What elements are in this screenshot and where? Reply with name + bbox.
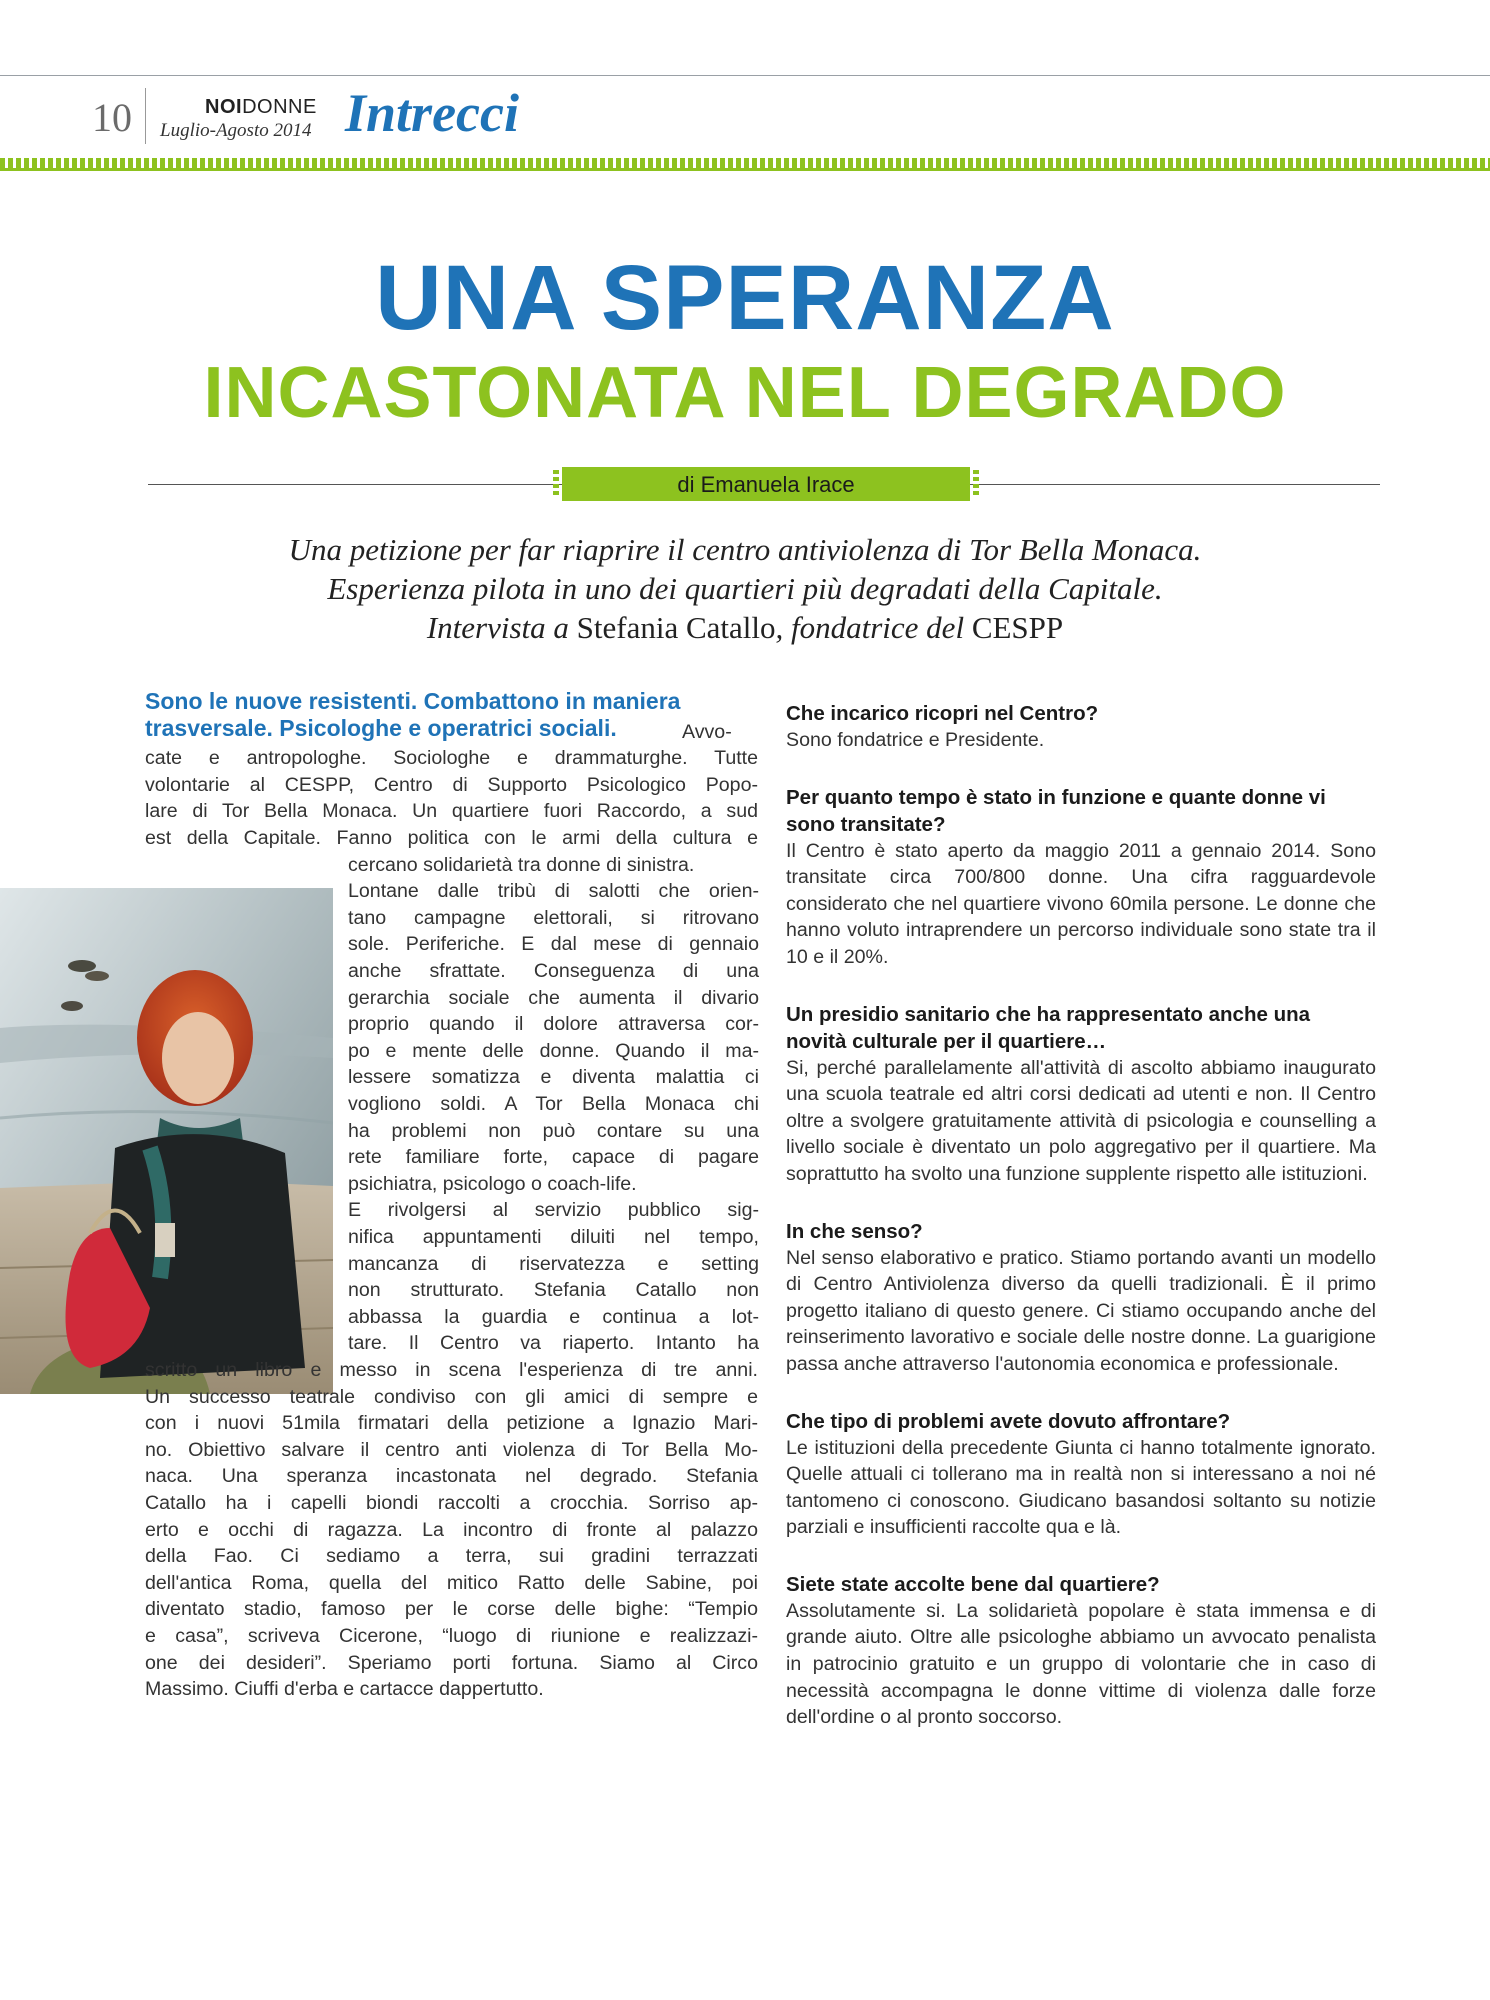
text-line: scritto un libro e messo in scena l'esperienza di tre anni. [145, 1359, 758, 1381]
text-line: Lontane dalle tribù di salotti che orien- [348, 880, 759, 902]
article-title-line2: INCASTONATA NEL DEGRADO [203, 353, 1287, 433]
header-green-line [0, 168, 1490, 171]
text-line: diventato stadio, famoso per le corse delle bighe: “Tempio [145, 1598, 758, 1620]
interview-question: Che tipo di problemi avete dovuto affrontare? [786, 1409, 1231, 1433]
interview-answer: Assolutamente si. La solidarietà popolare è stata immensa e di grande aiuto. Oltre alle psicologhe abbiamo un avvocato penalista in patrocinio gratuito e un gruppo di volontarie che in caso di necessità accompagna le donne vittime di violenza dalle forze dell'ordine o al pronto soccorso. [786, 1599, 1376, 1729]
intro-lead-in-2: trasversale. Psicologhe e operatrici sociali. [145, 715, 617, 741]
text-line: mancanza di riservatezza e setting [348, 1253, 759, 1275]
text-line: proprio quando il dolore attraversa cor- [348, 1013, 759, 1035]
photo-stefania-catallo [0, 888, 333, 1394]
text-line: psichiatra, psicologo o coach-life. [348, 1173, 637, 1195]
interview-column [786, 700, 1376, 1761]
lead-intervista: Intervista a [426, 610, 577, 645]
text-line: cercano solidarietà tra donne di sinistra. [348, 854, 695, 876]
intro-lead-in-1: Sono le nuove resistenti. Combattono in maniera [145, 688, 681, 714]
text-line: naca. Una speranza incastonata nel degrado. Stefania [145, 1465, 758, 1487]
text-line: po e mente delle donne. Quando il ma- [348, 1040, 759, 1062]
byline-box [562, 467, 970, 501]
text-line: con i nuovi 51mila firmatari della petizione a Ignazio Mari- [145, 1412, 758, 1434]
text-line: tare. Il Centro va riaperto. Intanto ha [348, 1332, 759, 1354]
interview-answer: Le istituzioni della precedente Giunta ci hanno totalmente ignorato. Quelle attuali ci tollerano ma in realtà non si interessano a noi né tantomeno ci conoscono. Giudicano basandosi soltanto su notizie parziali e insufficienti raccolte qua e là. [786, 1436, 1376, 1539]
interview-question: Per quanto tempo è stato in funzione e quante donne vi sono transitate? [786, 785, 1326, 836]
page-number: 10 [92, 95, 132, 140]
lead-role: , fondatrice del [775, 610, 972, 645]
text-line: erto e occhi di ragazza. La incontro di fronte al palazzo [145, 1519, 758, 1541]
lead-line-1: Una petizione per far riaprire il centro antiviolenza di Tor Bella Monaca. [288, 532, 1202, 567]
magazine-name-bold: NOI [205, 96, 243, 118]
byline: di Emanuela Irace [677, 472, 855, 497]
interview-question: Siete state accolte bene dal quartiere? [786, 1572, 1160, 1596]
interview-answer: Sono fondatrice e Presidente. [786, 729, 1045, 751]
lead-organisation: CESPP [971, 610, 1064, 645]
text-line: ha problemi non può contare su una [348, 1120, 759, 1142]
text-line: e casa”, scriveva Cicerone, “luogo di riunione e realizzazi- [145, 1625, 758, 1647]
lead-interviewee-name: Stefania Catallo [576, 610, 776, 645]
article-lead [120, 530, 1370, 647]
interview-answer: Il Centro è stato aperto da maggio 2011 a gennaio 2014. Sono transitate circa 700/800 donne. Una cifra ragguardevole considerato che nel quartiere vivono 60mila persone. Le donne che hanno voluto intraprendere un percorso individuale sono state tra il 10 e il 20%. [786, 839, 1376, 968]
text-line: Catallo ha i capelli biondi raccolti a crocchia. Sorriso ap- [145, 1492, 758, 1514]
text-line: Massimo. Ciuffi d'erba e cartacce dappertutto. [145, 1678, 544, 1700]
lead-line-2: Esperienza pilota in uno dei quartieri più degradati della Capitale. [327, 571, 1163, 606]
text-line: gerarchia sociale che aumenta il divario [348, 987, 759, 1009]
section-title: Intrecci [345, 83, 519, 143]
header-separator [145, 88, 146, 144]
magazine-name-light: DONNE [242, 96, 317, 118]
text-line: lare di Tor Bella Monaca. Un quartiere fuori Raccordo, a sud [145, 800, 758, 822]
text-line: cate e antropologhe. Sociologhe e drammaturghe. Tutte [145, 747, 758, 769]
interview-question: In che senso? [786, 1219, 923, 1243]
text-line: nifica appuntamenti diluiti nel tempo, [348, 1226, 759, 1248]
interview-question: Un presidio sanitario che ha rappresentato anche una novità culturale per il quartiere… [786, 1002, 1311, 1053]
text-line: abbassa la guardia e continua a lot- [348, 1306, 759, 1328]
text-line: vogliono soldi. A Tor Bella Monaca chi [348, 1093, 759, 1115]
text-line: volontarie al CESPP, Centro di Supporto Psicologico Popo- [145, 774, 758, 796]
issue-date: Luglio-Agosto 2014 [160, 120, 312, 141]
text-line: lessere somatizza e diventa malattia ci [348, 1066, 759, 1088]
lead-line-3 [120, 608, 1370, 647]
text-line: della Fao. Ci sediamo a terra, sui gradini terrazzati [145, 1545, 758, 1567]
text-line: Un successo teatrale condiviso con gli amici di sempre e [145, 1386, 758, 1408]
magazine-name [205, 96, 317, 119]
text-line: rete familiare forte, capace di pagare [348, 1146, 759, 1168]
text-line: non strutturato. Stefania Catallo non [348, 1279, 759, 1301]
text-line: tano campagne elettorali, si ritrovano [348, 907, 759, 929]
article-title-line1: UNA SPERANZA [375, 247, 1115, 349]
text-line: est della Capitale. Fanno politica con le armi della cultura e [145, 827, 758, 849]
text-line: one dei desideri”. Speriamo porti fortuna. Siamo al Circo [145, 1652, 758, 1674]
text-line: sole. Periferiche. E dal mese di gennaio [348, 933, 759, 955]
text-line: E rivolgersi al servizio pubblico sig- [348, 1199, 759, 1221]
interview-answer: Nel senso elaborativo e pratico. Stiamo portando avanti un modello di Centro Antiviolenza diverso da quelli tradizionali. È il primo progetto italiano di questo genere. Ci stiamo occupando anche del reinserimento lavorativo e sociale delle nostre donne. La guarigione passa anche attraverso l'autonomia economica e professionale. [786, 1246, 1376, 1375]
text-line: dell'antica Roma, quella del mitico Ratto delle Sabine, poi [145, 1572, 758, 1594]
text-line: anche sfrattate. Conseguenza di una [348, 960, 759, 982]
text-line: Avvo- [682, 721, 732, 743]
page-header [0, 76, 1490, 156]
interview-answer: Si, perché parallelamente all'attività di ascolto abbiamo inaugurato una scuola teatrale ed altri corsi dedicati ad utenti e non. Il Centro oltre a svolgere gratuitamente attività di psicologia e counselling a livello sociale è diventato un polo aggregativo per il quartiere. Ma soprattutto ha svolto una funzione supplente rispetto alle istituzioni. [786, 1056, 1376, 1185]
interview-question: Che incarico ricopri nel Centro? [786, 702, 1099, 725]
header-green-band [0, 158, 1490, 168]
text-line: no. Obiettivo salvare il centro anti violenza di Tor Bella Mo- [145, 1439, 758, 1461]
